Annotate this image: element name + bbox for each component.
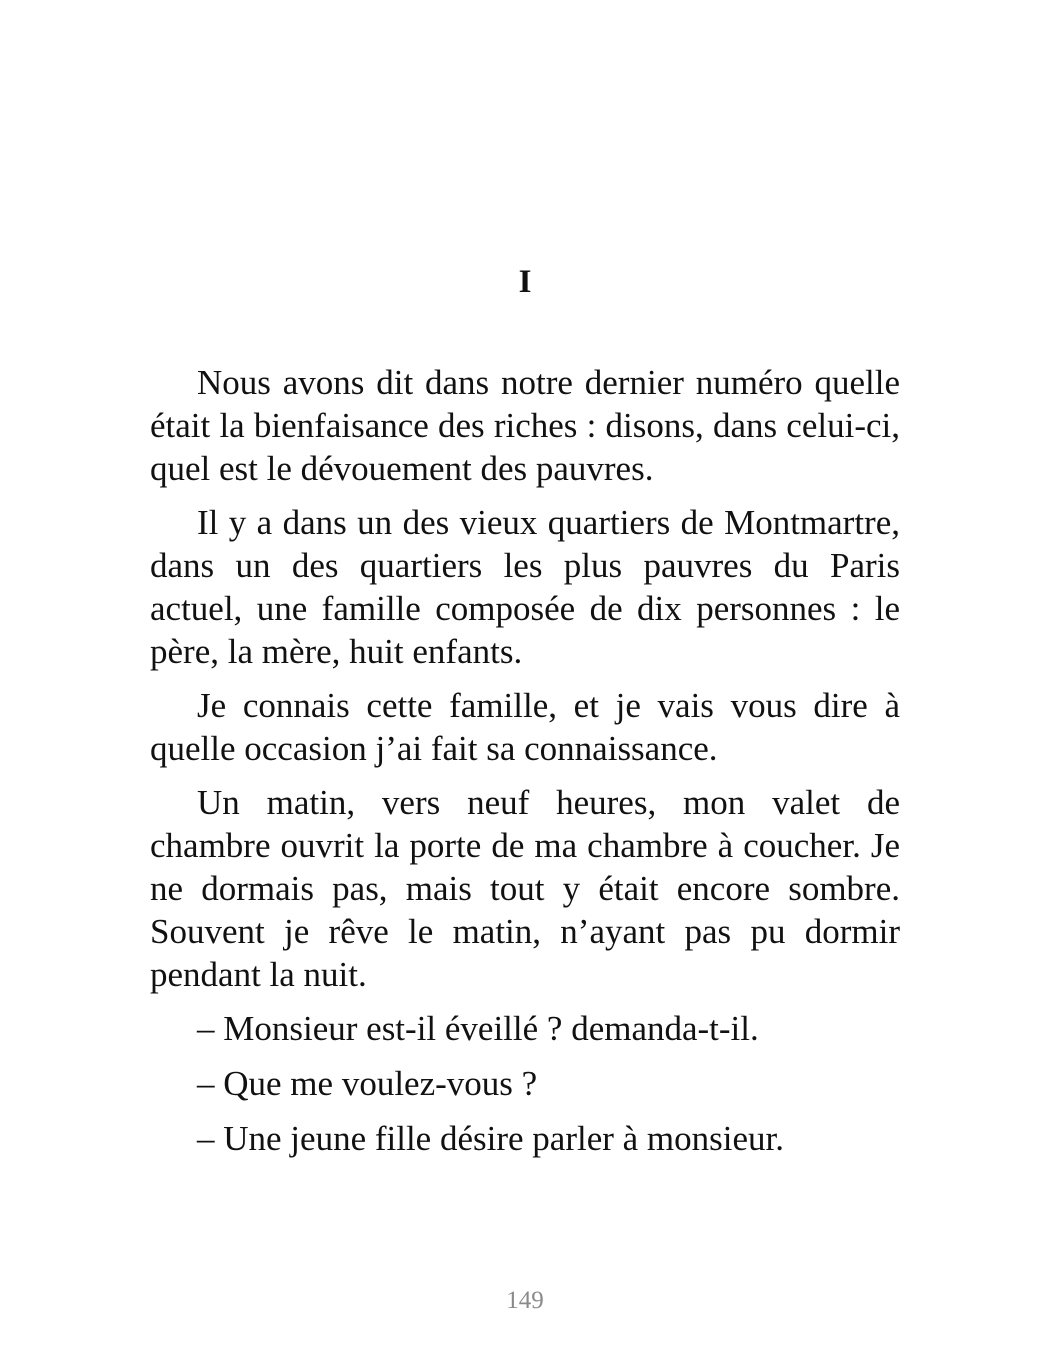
body-text: [150, 361, 900, 1172]
paragraph: Un matin, vers neuf heures, mon valet de chambre ouvrit la porte de ma chambre à coucher. Je ne dormais pas, mais tout y était encore sombre. Souvent je rêve le matin, n’ayant pas pu dormir pendant la nuit.: [150, 783, 900, 994]
page-number: 149: [506, 1287, 544, 1314]
dialogue-line: – Monsieur est-il éveillé ? demanda-t-il.: [197, 1009, 759, 1048]
dialogue-line: – Une jeune fille désire parler à monsieur.: [197, 1119, 785, 1158]
paragraph: Il y a dans un des vieux quartiers de Montmartre, dans un des quartiers les plus pauvres du Paris actuel, une famille composée de dix personnes : le père, la mère, huit enfants.: [150, 503, 900, 671]
paragraph: Je connais cette famille, et je vais vous dire à quelle occasion j’ai fait sa connaissance.: [150, 686, 900, 768]
chapter-title: I: [518, 264, 532, 300]
dialogue-line: – Que me voulez-vous ?: [197, 1064, 538, 1103]
paragraph: Nous avons dit dans notre dernier numéro quelle était la bienfaisance des riches : disons, dans celui-ci, quel est le dévouement des pauvres.: [150, 363, 900, 488]
